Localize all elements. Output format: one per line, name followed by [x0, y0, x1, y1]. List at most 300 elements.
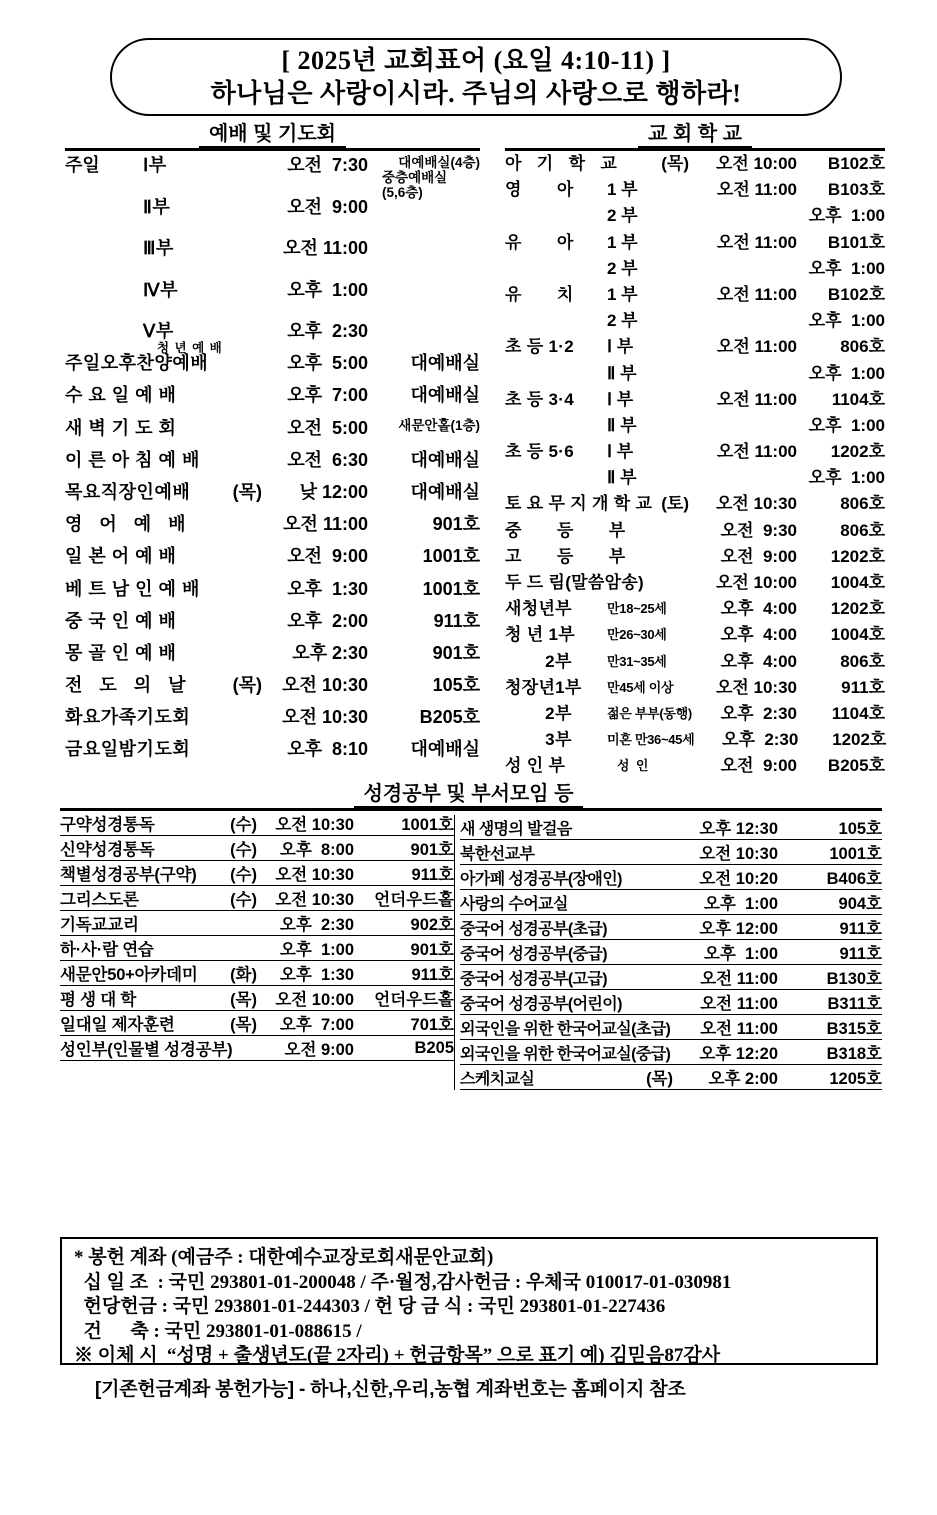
row-part-label: Ⅱ 부	[607, 415, 637, 435]
row-time: 오후 1:00	[808, 206, 885, 226]
row-label: 몽 골 인 예 배	[65, 642, 177, 663]
row-room: 911호	[841, 677, 885, 697]
row-room: B102호	[827, 154, 885, 173]
row-label: 성인부(인물별 성경공부)	[60, 1041, 233, 1059]
worship-row	[65, 575, 480, 607]
row-room: 1202호	[832, 730, 887, 750]
row-room: 105호	[432, 675, 480, 696]
row-time: 오후 2:30	[292, 642, 368, 663]
row-time: 오전 10:00	[275, 991, 354, 1009]
row-room-cell	[368, 707, 480, 728]
row-room: B205호	[827, 756, 885, 776]
row-time: 오후 1:30	[279, 966, 354, 984]
row-label: 새문안50+아카데미	[60, 966, 198, 984]
school-row	[505, 596, 885, 622]
row-room: 1004호	[830, 573, 885, 592]
offering-box	[60, 1237, 878, 1365]
study-row	[60, 961, 454, 986]
row-label: 중 국 인 예 배	[65, 610, 177, 631]
row-part-label: Ⅱ 부	[607, 363, 637, 383]
row-room: 1202호	[830, 546, 885, 566]
row-room-cell	[368, 155, 480, 200]
row-sublabel: 청 년 예 배	[157, 341, 223, 355]
offering-line: ※ 이체 시 “성명 + 출생년도(끝 2자리) + 헌금항목” 으로 표기 예) 김믿음87감사	[74, 1345, 721, 1366]
school-row	[505, 256, 885, 282]
row-time: 오전 10:30	[715, 677, 797, 697]
row-label: 화요가족기도회	[65, 707, 191, 728]
row-group-label: 주일	[65, 155, 100, 175]
row-time: 오후 1:00	[287, 279, 368, 300]
row-room-cell	[368, 353, 480, 374]
row-time: 오후 5:00	[287, 353, 368, 374]
row-room-cell	[368, 450, 480, 471]
row-room: B102호	[827, 284, 885, 304]
row-time: 오전 10:30	[275, 816, 354, 834]
worship-row	[65, 510, 480, 542]
row-label: 영 어 예 배	[65, 514, 187, 535]
row-label: Ⅲ부	[143, 238, 174, 258]
row-room: 언더우드홀	[374, 991, 454, 1009]
row-day: (토)	[661, 494, 689, 514]
worship-row	[65, 607, 480, 639]
worship-row	[65, 317, 480, 355]
row-room-cell	[368, 514, 480, 535]
row-room-cell	[368, 546, 480, 567]
row-time: 오전 10:00	[715, 573, 797, 592]
row-room: 806호	[840, 520, 885, 540]
school-row	[505, 334, 885, 360]
row-time: 오후 2:30	[720, 703, 797, 723]
row-label: 영 아	[505, 180, 574, 200]
row-label: 금요일밤기도회	[65, 739, 191, 760]
row-label: Ⅱ부	[143, 196, 171, 217]
row-part-label: Ⅰ 부	[607, 442, 634, 462]
row-room: 대예배실(4층)	[398, 155, 480, 170]
row-day: (목)	[230, 1016, 257, 1034]
row-label: 전 도 의 날	[65, 675, 187, 696]
offering-line: 헌당헌금 : 국민 293801-01-244303 / 헌 당 금 식 : 국민 293801-01-227436	[74, 1296, 666, 1317]
study-section-header	[0, 782, 937, 806]
row-room: B103호	[827, 180, 885, 200]
school-row	[505, 622, 885, 648]
school-row	[505, 203, 885, 229]
row-room-cell	[368, 579, 480, 600]
row-label: 두 드 림(말씀암송)	[505, 573, 645, 592]
row-label: 외국인을 위한 한국어교실(초급)	[460, 1020, 671, 1038]
study-row	[460, 1040, 882, 1065]
row-label: 초 등 1·2	[505, 337, 574, 357]
worship-row	[65, 639, 480, 671]
row-time: 오후 4:00	[720, 625, 797, 645]
row-day: (목)	[646, 1070, 673, 1088]
row-label: 신약성경통독	[60, 841, 155, 859]
row-label: 토 요 무 지 개 학 교	[505, 494, 653, 514]
row-time: 오전 10:30	[282, 707, 368, 728]
row-time: 오전 9:00	[720, 756, 797, 776]
row-time: 오전 9:00	[284, 1041, 354, 1059]
row-day: (수)	[230, 841, 257, 859]
row-room: B315호	[826, 1020, 882, 1038]
study-row	[460, 815, 882, 840]
schedule-columns	[65, 122, 885, 780]
row-time: 오전 5:00	[287, 417, 368, 438]
school-row	[505, 570, 885, 596]
row-time: 오전 10:30	[275, 866, 354, 884]
row-age-note: 만26~30세	[607, 627, 667, 643]
row-label: 3부	[505, 730, 572, 750]
row-room-note: 중층예배실	[382, 170, 448, 185]
row-time: 오후 1:00	[279, 941, 354, 959]
worship-row	[65, 151, 480, 200]
study-row	[60, 1011, 454, 1036]
row-label: Ⅳ부	[143, 279, 178, 300]
row-room: B101호	[827, 232, 885, 252]
row-time: 오전 11:00	[716, 337, 797, 357]
study-row	[460, 965, 882, 990]
study-row	[60, 936, 454, 961]
row-time: 오후 1:30	[287, 578, 368, 599]
row-time: 오전 11:00	[716, 284, 797, 304]
study-row	[460, 1015, 882, 1040]
row-room: 언더우드홀	[374, 891, 454, 909]
row-room: B130호	[826, 970, 882, 988]
row-room: 대예배실	[410, 481, 480, 502]
row-time: 오후 12:30	[699, 820, 778, 838]
row-label: 목요직장인예배	[65, 481, 191, 502]
study-row	[60, 986, 454, 1011]
row-time: 오전 11:00	[716, 232, 797, 252]
row-time: 낮 12:00	[299, 481, 368, 502]
school-row	[505, 177, 885, 203]
row-time: 오후 2:30	[722, 730, 799, 750]
row-room: 1001호	[422, 546, 480, 567]
worship-row	[65, 349, 480, 381]
row-room: 1202호	[830, 599, 885, 619]
worship-row	[65, 478, 480, 510]
row-label: 구약성경통독	[60, 816, 155, 834]
row-day: (수)	[230, 891, 257, 909]
row-label: 베 트 남 인 예 배	[65, 578, 200, 599]
school-section-header	[505, 122, 885, 146]
row-room: 901호	[410, 841, 454, 859]
study-table-left	[60, 811, 454, 1090]
row-room: 911호	[411, 966, 454, 984]
row-label: 유 아	[505, 232, 574, 252]
row-room: 701호	[410, 1016, 454, 1034]
row-label: 유 치	[505, 284, 574, 304]
motto-box	[110, 38, 842, 116]
row-label: 초 등 5·6	[505, 442, 574, 462]
school-row	[505, 491, 885, 517]
study-row	[60, 911, 454, 936]
row-label: 고 등 부	[505, 546, 626, 566]
row-part-label: 2 부	[607, 311, 638, 331]
row-age-note: 젊은 부부(동행)	[607, 705, 692, 721]
school-row	[505, 753, 885, 779]
row-label: 중 등 부	[505, 520, 626, 540]
row-label: Ⅴ부	[143, 321, 174, 341]
row-room: 911호	[433, 610, 480, 631]
row-part-label: 2 부	[607, 258, 638, 278]
row-time: 오후 1:00	[808, 415, 885, 435]
row-label: 사랑의 수어교실	[460, 895, 568, 913]
row-time: 오전 11:00	[283, 238, 368, 258]
study-row	[60, 861, 454, 886]
row-label: 2부	[505, 703, 572, 723]
school-table	[505, 151, 885, 780]
row-label: 일 본 어 예 배	[65, 546, 177, 567]
study-row	[460, 940, 882, 965]
row-time: 오전 11:00	[700, 1020, 778, 1038]
row-room: 105호	[838, 820, 882, 838]
row-label: Ⅰ부	[143, 155, 167, 175]
row-part-label: 1 부	[607, 232, 638, 252]
row-time: 오후 1:00	[808, 311, 885, 331]
row-time: 오전 10:30	[715, 494, 797, 514]
row-room: 911호	[839, 945, 882, 963]
worship-section-header	[65, 122, 480, 146]
row-day: (수)	[230, 866, 257, 884]
row-label: 평 생 대 학	[60, 991, 137, 1009]
school-row	[505, 413, 885, 439]
row-label: 하·사·람 연습	[60, 941, 154, 959]
row-room: B311호	[827, 995, 882, 1013]
row-label: 성 인 부	[505, 756, 566, 776]
worship-row	[65, 234, 480, 276]
row-label: 기독교교리	[60, 916, 139, 934]
row-label: 외국인을 위한 한국어교실(중급)	[460, 1045, 671, 1063]
row-time: 오전 10:30	[275, 891, 354, 909]
row-time: 오후 12:00	[699, 920, 778, 938]
row-time: 오후 1:00	[808, 468, 885, 488]
school-row	[505, 701, 885, 727]
row-room: 새문안홀(1층)	[398, 417, 480, 433]
row-room-cell	[368, 611, 480, 632]
row-day: (화)	[230, 966, 257, 984]
row-part-label: 2 부	[607, 206, 638, 226]
row-room: B318호	[826, 1045, 882, 1063]
row-room: 대예배실	[410, 739, 480, 760]
row-day: (목)	[230, 991, 257, 1009]
row-room-cell	[368, 643, 480, 664]
worship-row	[65, 542, 480, 574]
row-label: 청 년 1부	[505, 625, 575, 645]
row-time: 오전 10:20	[699, 870, 778, 888]
row-room: 806호	[840, 337, 885, 357]
row-room: 1001호	[422, 578, 480, 599]
row-room: 901호	[410, 941, 454, 959]
row-time: 오전 10:30	[699, 845, 778, 863]
school-row	[505, 282, 885, 308]
worship-section-title: 예배 및 기도회	[199, 123, 346, 148]
row-room: B205호	[419, 707, 480, 728]
study-row	[60, 886, 454, 911]
footer-note: [기존헌금계좌 봉헌가능] - 하나,신한,우리,농협 계좌번호는 홈페이지 참조	[95, 1379, 686, 1400]
school-row	[505, 465, 885, 491]
school-row	[505, 439, 885, 465]
study-table-right	[454, 815, 882, 1090]
row-part-label: Ⅰ 부	[607, 389, 634, 409]
row-room: 904호	[838, 895, 882, 913]
row-label: 중국어 성경공부(고급)	[460, 970, 608, 988]
row-room: 911호	[839, 920, 882, 938]
row-time: 오전 10:00	[715, 154, 797, 173]
school-row	[505, 361, 885, 387]
row-room: 806호	[840, 651, 885, 671]
row-label: 중국어 성경공부(어린이)	[460, 995, 622, 1013]
motto-line1: [ 2025년 교회표어 (요일 4:10-11) ]	[281, 46, 671, 75]
school-row	[505, 387, 885, 413]
study-row	[460, 890, 882, 915]
row-time: 오후 4:00	[720, 651, 797, 671]
row-time: 오전 11:00	[716, 442, 797, 462]
worship-section	[65, 122, 480, 780]
row-time: 오전 9:30	[720, 520, 797, 540]
row-time: 오후 7:00	[287, 385, 368, 406]
row-label: 그리스도론	[60, 891, 139, 909]
school-row	[505, 727, 885, 753]
row-label: 책별성경공부(구약)	[60, 866, 197, 884]
worship-row	[65, 735, 480, 767]
row-label: 수 요 일 예 배	[65, 385, 177, 406]
row-age-note: 성 인	[607, 758, 649, 774]
worship-row	[65, 381, 480, 413]
row-label: 주일오후찬양예배	[65, 353, 209, 374]
row-time: 오후 12:20	[699, 1045, 778, 1063]
row-time: 오전 10:30	[282, 675, 368, 696]
row-time: 오전 11:00	[700, 995, 778, 1013]
row-time: 오전 11:00	[716, 180, 797, 200]
row-age-note: 미혼 만36~45세	[607, 732, 695, 748]
row-time: 오전 9:00	[287, 196, 368, 217]
row-part-label: Ⅰ 부	[607, 337, 634, 357]
row-room: 901호	[432, 642, 480, 663]
offering-line: 건 축 : 국민 293801-01-088615 /	[74, 1320, 362, 1342]
school-row	[505, 518, 885, 544]
row-label: 새 벽 기 도 회	[65, 417, 177, 438]
school-section-title: 교 회 학 교	[638, 123, 752, 148]
row-label: 2부	[505, 651, 572, 671]
worship-row	[65, 276, 480, 318]
row-label: 새 생명의 발걸음	[460, 820, 572, 838]
row-label: 새청년부	[505, 599, 572, 619]
school-row	[505, 308, 885, 334]
motto-line2: 하나님은 사랑이시라. 주님의 사랑으로 행하라!	[210, 79, 742, 108]
row-time: 오전 6:30	[287, 449, 368, 470]
offering-line: 십 일 조 : 국민 293801-01-200048 / 주·월정,감사헌금 : 우체국 010017-01-030981	[74, 1271, 732, 1293]
row-label: 일대일 제자훈련	[60, 1016, 175, 1034]
row-part-label: 1 부	[607, 180, 638, 200]
row-age-note: 만45세 이상	[607, 679, 674, 695]
row-time: 오후 8:00	[279, 841, 354, 859]
school-section	[505, 122, 885, 780]
row-time: 오전 11:00	[283, 514, 368, 535]
study-row	[460, 915, 882, 940]
row-day: (목)	[232, 481, 262, 502]
row-room-cell	[368, 739, 480, 760]
school-row	[505, 649, 885, 675]
study-row	[460, 865, 882, 890]
row-age-note: 만31~35세	[607, 653, 667, 669]
row-time: 오후 2:00	[287, 610, 368, 631]
row-time: 오후 2:30	[279, 916, 354, 934]
study-section-title: 성경공부 및 부서모임 등	[354, 783, 584, 808]
school-row	[505, 230, 885, 256]
row-time: 오후 7:00	[279, 1016, 354, 1034]
row-label: 청장년1부	[505, 677, 582, 697]
study-row	[460, 1065, 882, 1090]
study-row	[460, 840, 882, 865]
row-time: 오후 1:00	[808, 258, 885, 278]
study-row	[460, 990, 882, 1015]
row-room-cell	[368, 385, 480, 406]
row-day: (수)	[230, 816, 257, 834]
row-label: 중국어 성경공부(초급)	[460, 920, 608, 938]
row-time: 오후 4:00	[720, 599, 797, 619]
row-room: 대예배실	[410, 385, 480, 406]
row-room: 911호	[411, 866, 454, 884]
row-label: 아가페 성경공부(장애인)	[460, 870, 622, 888]
row-room: 대예배실	[410, 353, 480, 374]
row-room: 1202호	[830, 442, 885, 462]
school-row	[505, 151, 885, 177]
row-room-note: (5,6층)	[382, 185, 423, 200]
row-time: 오전 9:00	[287, 546, 368, 567]
row-time: 오전 11:00	[700, 970, 778, 988]
study-row	[60, 1036, 454, 1061]
row-day: (목)	[661, 154, 689, 173]
row-time: 오후 2:00	[708, 1070, 778, 1088]
row-room: 806호	[840, 494, 885, 514]
row-label: 북한선교부	[460, 845, 535, 863]
row-time: 오후 1:00	[808, 363, 885, 383]
study-row	[60, 811, 454, 836]
row-room: B205	[414, 1038, 454, 1057]
row-room: 1104호	[831, 389, 885, 409]
worship-row	[65, 703, 480, 735]
row-part-label: 1 부	[607, 284, 638, 304]
row-room: 1205호	[829, 1070, 882, 1088]
row-room: 1001호	[829, 845, 882, 863]
school-row	[505, 675, 885, 701]
row-time: 오후 1:00	[703, 945, 778, 963]
row-room: 902호	[410, 916, 454, 934]
row-time: 오전 9:00	[720, 546, 797, 566]
school-row	[505, 544, 885, 570]
row-label: 중국어 성경공부(중급)	[460, 945, 608, 963]
row-part-label: Ⅱ 부	[607, 468, 637, 488]
row-age-note: 만18~25세	[607, 601, 667, 617]
offering-line: * 봉헌 계좌 (예금주 : 대한예수교장로회새문안교회)	[74, 1247, 494, 1268]
row-time: 오전 11:00	[716, 389, 797, 409]
study-section	[60, 811, 882, 1090]
row-room: 1104호	[831, 703, 885, 723]
study-row	[60, 836, 454, 861]
row-time: 오후 1:00	[703, 895, 778, 913]
row-room: 1001호	[401, 816, 454, 834]
row-time: 오전 7:30	[287, 155, 368, 175]
row-label: 이 른 아 침 예 배	[65, 449, 200, 470]
worship-row	[65, 671, 480, 703]
worship-table	[65, 151, 480, 768]
row-label: 초 등 3·4	[505, 389, 574, 409]
row-room-cell	[368, 418, 480, 433]
row-label: 아 기 학 교	[505, 154, 618, 173]
row-room: 대예배실	[410, 449, 480, 470]
row-time: 오후 2:30	[287, 321, 368, 341]
row-day: (목)	[232, 675, 262, 696]
row-time: 오후 8:10	[287, 739, 368, 760]
